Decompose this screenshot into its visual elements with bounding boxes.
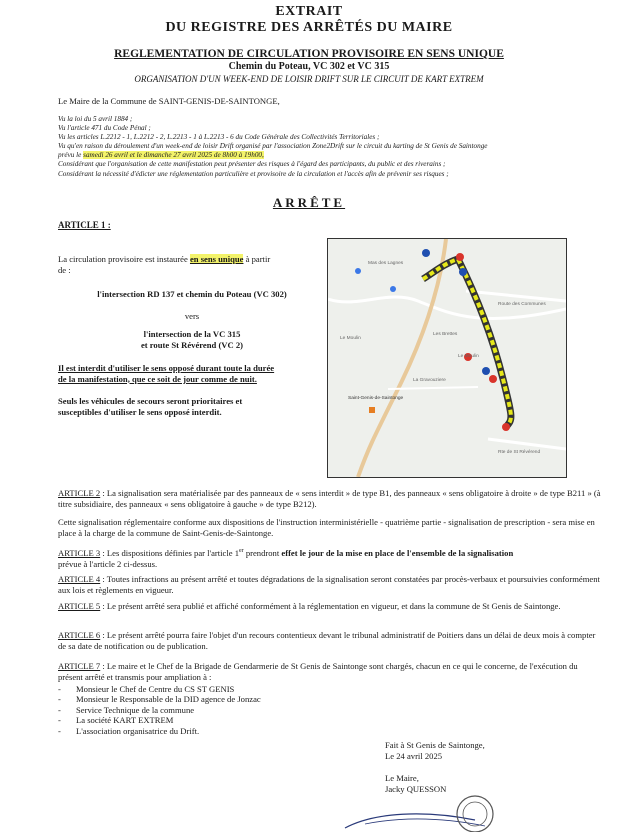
signature-block [385,740,485,794]
signature-stamp [335,790,515,832]
preamble-line: Vu l'article 471 du Code Pénal ; [58,124,151,133]
article3-bold: effet le jour de la mise en place de l'ensemble de la signalisation [281,547,514,558]
preamble-line [58,151,598,160]
article7-text: : Le maire et le Chef de la Brigade de Gendarmerie de St Genis de Saintonge sont chargés, chacun en ce qui le concerne, de l'exécution du présent arrêté et transmis pour ampliation à : [58,661,578,682]
recipient-item: - Monsieur le Responsable de la DID agence de Jonzac [58,694,458,704]
preamble-line: Vu les articles L.2212 - 1, L.2212 - 2, L.2213 - 1 à L.2213 - 6 du Code Générale des Collectivités Territoriales ; [58,133,380,142]
article3-heading: ARTICLE 3 [58,547,101,558]
intro-text: Le Maire de la Commune de SAINT-GENIS-DE-SAINTONGE, [58,96,280,106]
arrete-heading: ARRÊTE [272,195,346,210]
doc-event: ORGANISATION D'UN WEEK-END DE LOISIR DRIFT SUR LE CIRCUIT DE KART EXTREM [134,74,484,84]
prohib-line2: de la manifestation, que ce soit de jour comme de nuit. [58,373,257,384]
official-stamp-inner [463,802,487,826]
article1-vers: vers [184,311,200,321]
signature-place: Fait à St Genis de Saintonge, [385,740,485,750]
preamble-line: Considérant la nécessité d'édicter une réglementation particulière et provisoire de la circulation et l'accès afin de prévenir ses risques ; [58,169,449,178]
to-line1: l'intersection de la VC 315 [143,329,241,339]
no-entry-sign-icon [489,375,497,383]
direction-arrow-icon [482,367,490,375]
map-label: Le Moulin [340,336,361,341]
map-label: Rte de St Révérend [498,450,541,455]
article3-sup: er [239,548,244,554]
article2-text: : La signalisation sera matérialisée par des panneaux de « sens interdit » de type B1, des panneaux « sens obligatoire à droite » de type B211 » (à titre subsidiaire, des panneaux « sens obligatoire à gauche » de type B212). [58,488,601,509]
prohib-line1: Il est interdit d'utiliser le sens opposé durant toute la durée [58,363,275,373]
doc-title-line1: EXTRAIT [275,4,343,19]
doc-title-line2: DU REGISTRE DES ARRÊTÉS DU MAIRE [165,20,453,35]
article4 [58,574,603,596]
preamble-line: Considérant que l'organisation de cette manifestation peut présenter des risques à l'égard des participants, du public et des riverains ; [58,160,446,169]
article6-text: : Le présent arrêté pourra faire l'objet d'un recours contentieux devant le tribunal administratif de Poitiers dans un délai de deux mois à compter de sa date de notification ou de publication. [58,630,596,651]
article5-text: : Le présent arrêté sera publié et affiché conformément à la réglementation en vigueur, et dans la commune de St Genis de Saintonge. [100,601,561,611]
preamble-line: Vu la loi du 5 avril 1884 ; [58,115,133,123]
map-pin-icon [390,286,396,292]
article4-heading: ARTICLE 4 [58,574,101,584]
article2-paragraph2: Cette signalisation réglementaire conforme aux dispositions de l'instruction interministérielle - quatrième partie - signalisation de prescription - sera mise en place à la charge de la commune de Saint-Genis-de-Saintonge. [58,517,595,538]
article1-to [58,329,326,350]
article4-text: : Toutes infractions au présent arrêté et toutes dégradations de la signalisation seront constatées par procès-verbaux et poursuivies conformément aux lois et règlements en vigueur. [58,574,600,595]
recipient-item: - L'association organisatrice du Drift. [58,726,458,736]
map-pin-icon [355,268,361,274]
article3-line2: prévue à l'article 2 ci-dessus. [58,558,158,569]
article1-line: de : [58,265,71,275]
direction-arrow-icon [459,268,467,276]
article3-text: prendront [243,547,282,558]
article1-text: La circulation provisoire est instaurée [58,254,190,264]
article2-heading: ARTICLE 2 [58,488,101,498]
article3 [58,546,603,569]
article5 [58,601,603,612]
direction-arrow-icon [422,249,430,257]
official-stamp-icon [457,796,493,832]
preamble-date-prefix: prévu le [58,151,84,160]
map-label: La Gravouziere [413,378,446,383]
map-label: Route des Communes [498,302,546,307]
secours-line1: Seuls les véhicules de secours seront prioritaires et [58,396,243,406]
article3-text: : Les dispositions définies par l'article 1 [100,547,239,558]
route-map-svg [328,239,566,477]
recipient-list [58,684,458,736]
map-label: Le Moulin [458,354,479,359]
recipient-item: - Service Technique de la commune [58,705,458,715]
signature-date: Le 24 avril 2025 [385,750,443,761]
article1-line [58,254,308,265]
secours-line2: susceptibles d'utiliser le sens opposé interdit. [58,406,222,417]
route-map [327,238,567,478]
article1-secours [58,396,326,417]
recipient-item: - La société KART EXTREM [58,715,458,725]
article1-sens-unique: en sens unique [189,254,244,264]
article5-heading: ARTICLE 5 [58,601,101,611]
article7 [58,661,603,683]
article1-paragraph [58,254,308,276]
preamble-line: Vu qu'en raison du déroulement d'un week-end de loisir Drift organisé par l'association Zone2Drift sur le circuit du karting de St Genis de Saintonge [58,142,488,151]
preamble [58,115,598,179]
article1-text: à partir [243,254,271,264]
article1-from [58,289,326,299]
from-intersection: l'intersection RD 137 [97,289,175,299]
recipient-item: - Monsieur le Chef de Centre du CS ST GENIS [58,684,458,694]
preamble-date-highlight: samedi 26 avril et le dimanche 27 avril 2025 de 8h00 à 19h00, [83,151,264,160]
article6 [58,630,603,652]
no-entry-sign-icon [456,253,464,261]
article2 [58,488,603,510]
no-entry-sign-icon [502,423,510,431]
article1-heading: ARTICLE 1 : [58,220,111,230]
article6-heading: ARTICLE 6 [58,630,101,640]
from-road: et chemin du Poteau (VC 302) [174,289,287,299]
to-line2: et route St Révérend (VC 2) [140,339,244,350]
map-background [328,239,566,477]
article7-heading: ARTICLE 7 [58,661,101,671]
map-label: Saint-Genis-de-Saintonge [348,396,404,401]
signature-name: Jacky QUESSON [385,783,447,794]
map-label: Les Brettes [433,332,458,337]
map-label: Mas des Lagnes [368,261,404,266]
article1-prohibition [58,363,326,384]
signature-role: Le Maire, [385,773,419,783]
doc-subject: REGLEMENTATION DE CIRCULATION PROVISOIRE EN SENS UNIQUE [114,48,504,60]
doc-roads: Chemin du Poteau, VC 302 et VC 315 [228,61,390,72]
map-poi-icon [369,407,375,413]
